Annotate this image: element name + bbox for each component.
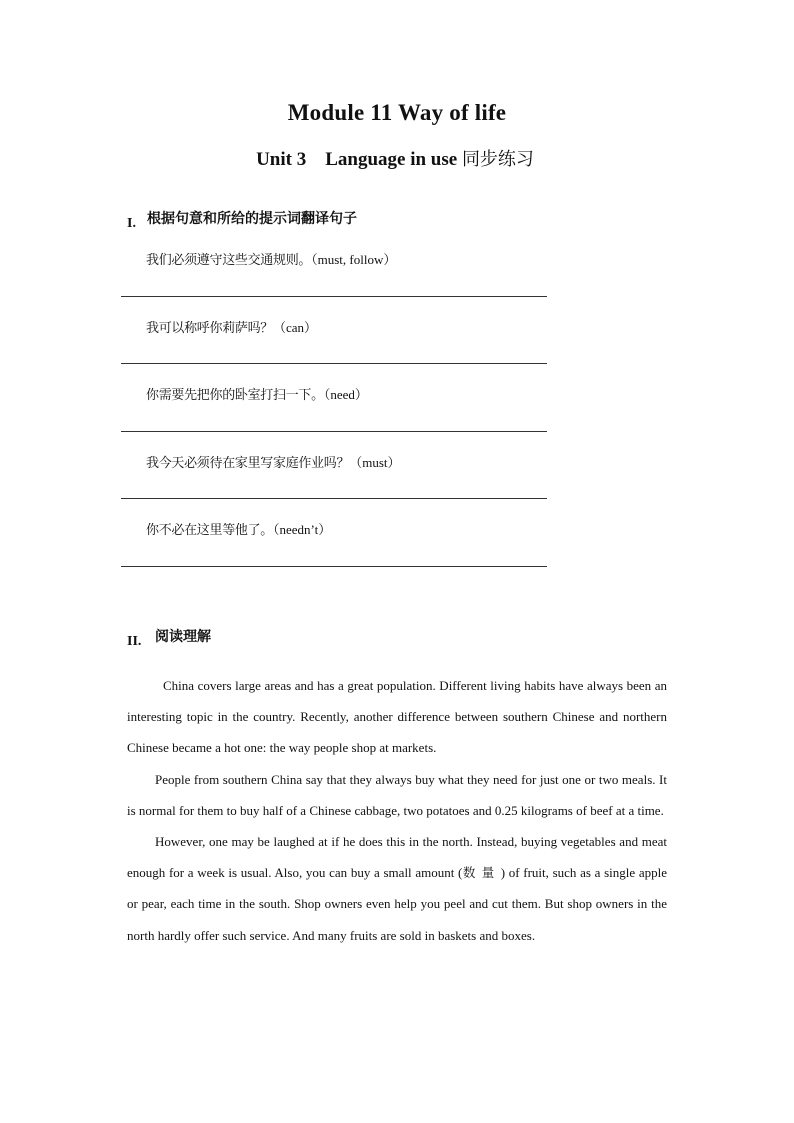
answer-line-2[interactable] xyxy=(121,363,547,364)
section-2-number: II. xyxy=(127,634,142,649)
question-4-hint: （must） xyxy=(349,455,401,470)
passage-paragraph-2: People from southern China say that they always buy what they need for just one or two meals. It is normal for them to buy half of a Chinese cabbage, two potatoes and 0.25 kilograms of beef at a time. xyxy=(127,771,667,818)
page-subtitle xyxy=(0,145,794,171)
passage-paragraph-1: China covers large areas and has a great population. Different living habits have always been an interesting topic in the country. Recently, another difference between southern Chinese and northern Chinese became a hot one: the way people shop at markets. xyxy=(127,678,667,756)
question-1 xyxy=(146,249,396,268)
subtitle-english: Unit 3 Language in use xyxy=(256,149,458,170)
question-2-hint: （can） xyxy=(273,320,318,335)
question-5-hint: （needn’t） xyxy=(273,522,332,537)
question-3 xyxy=(146,384,368,403)
section-1-heading xyxy=(127,208,357,232)
passage-paragraph-3-part-2: ) of fruit, such as a single apple or pear, each time in the south. Shop owners even help you peel and cut them. But shop owners in the north hardly offer such service. And many fruits are sold in baskets and boxes. xyxy=(127,865,667,943)
question-4-text: 我今天必须待在家里写家庭作业吗？ xyxy=(146,456,350,471)
question-3-hint: （need） xyxy=(323,387,368,402)
reading-passage xyxy=(127,670,667,951)
question-1-text: 我们必须遵守这些交通规则。 xyxy=(146,253,312,268)
page-title-text: Module 11 Way of life xyxy=(287,100,507,125)
section-1-number: I. xyxy=(127,216,136,231)
answer-line-3[interactable] xyxy=(121,431,547,432)
question-2 xyxy=(146,317,317,336)
passage-paragraph-3-chinese-gloss: 数量 xyxy=(462,865,501,881)
question-1-hint: （must, follow） xyxy=(311,252,397,267)
answer-line-4[interactable] xyxy=(121,498,547,499)
section-1-title: 根据句意和所给的提示词翻译句子 xyxy=(147,211,357,227)
question-3-text: 你需要先把你的卧室打扫一下。 xyxy=(146,388,324,403)
passage-paragraph-3 xyxy=(127,826,667,951)
question-2-text: 我可以称呼你莉萨吗？ xyxy=(146,321,274,336)
question-5-text: 你不必在这里等他了。 xyxy=(146,523,274,538)
question-5 xyxy=(146,519,331,538)
passage-paragraph-3-part-1: However, one may be laughed at if he does this in the north. Instead, buying vegetables and meat enough for a week is usual. Also, you can buy a small amount ( xyxy=(127,834,667,881)
answer-line-5[interactable] xyxy=(121,566,547,567)
page-title xyxy=(0,100,794,126)
subtitle-chinese: 同步练习 xyxy=(461,149,534,170)
section-2-heading xyxy=(127,626,211,650)
answer-line-1[interactable] xyxy=(121,296,547,297)
question-4 xyxy=(146,452,401,471)
section-2-title: 阅读理解 xyxy=(155,629,211,645)
